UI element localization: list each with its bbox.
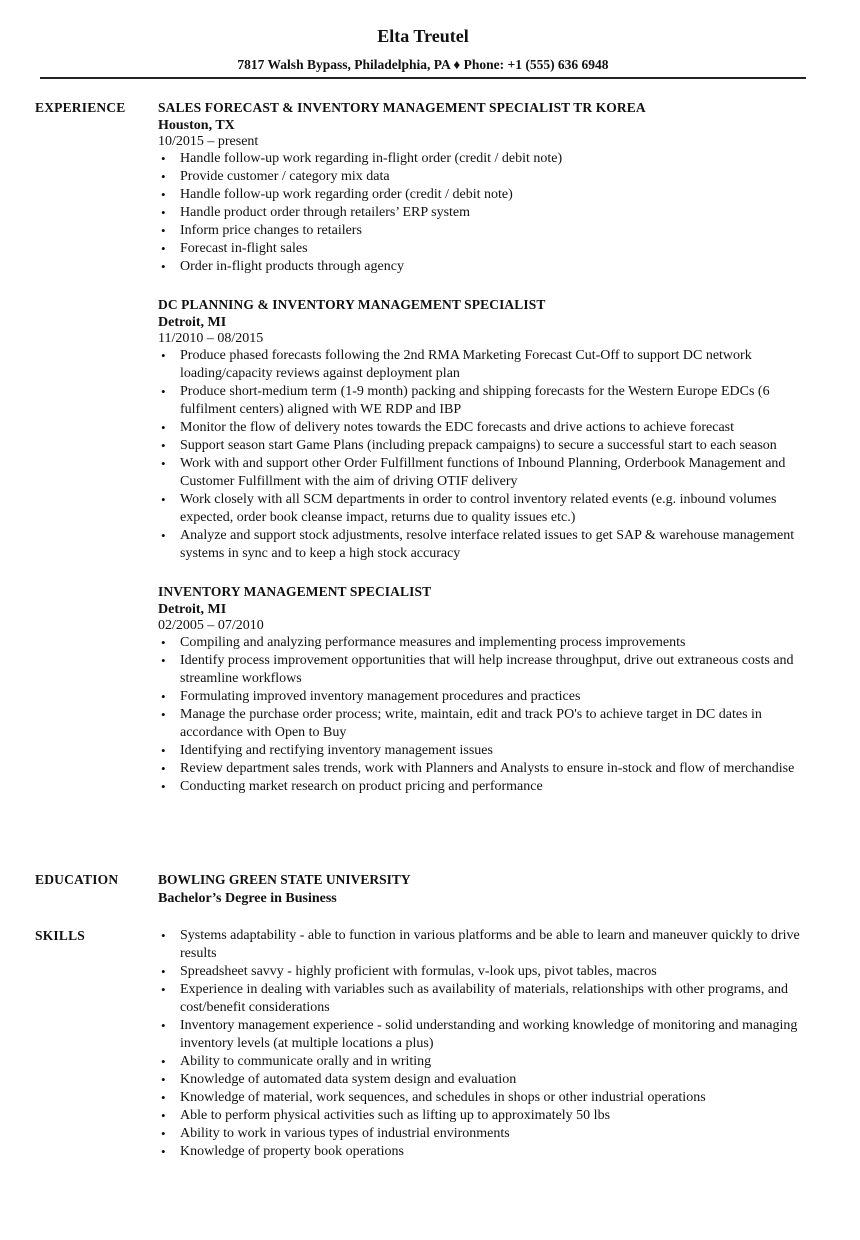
job-title: DC PLANNING & INVENTORY MANAGEMENT SPECIALIST bbox=[158, 297, 546, 312]
job-entry bbox=[158, 583, 810, 796]
job-location: Houston, TX bbox=[158, 118, 235, 133]
header-divider bbox=[40, 77, 806, 79]
job-entry bbox=[158, 99, 810, 276]
section-title-education: EDUCATION bbox=[35, 872, 119, 887]
list-item: • Handle product order through retailers’ ERP system bbox=[158, 204, 810, 222]
list-item: • Produce short-medium term (1-9 month) packing and shipping forecasts for the Western Europe EDCs (6 fulfilment centers) aligned with WE RDP and IBP bbox=[158, 383, 810, 419]
list-item: • Ability to communicate orally and in writing bbox=[158, 1053, 810, 1071]
list-item: • Handle follow-up work regarding in-flight order (credit / debit note) bbox=[158, 150, 810, 168]
list-item: • Able to perform physical activities such as lifting up to approximately 50 lbs bbox=[158, 1107, 810, 1125]
list-item: • Forecast in-flight sales bbox=[158, 240, 810, 258]
skills-list bbox=[158, 927, 810, 1161]
list-item: • Experience in dealing with variables such as availability of materials, relationships with other programs, and cost/benefit considerations bbox=[158, 981, 810, 1017]
list-item: • Review department sales trends, work with Planners and Analysts to ensure in-stock and flow of merchandise bbox=[158, 760, 810, 778]
section-title-skills: SKILLS bbox=[35, 928, 85, 943]
job-title: SALES FORECAST & INVENTORY MANAGEMENT SPECIALIST TR KOREA bbox=[158, 100, 646, 115]
list-item: • Support season start Game Plans (including prepack campaigns) to secure a successful start to each season bbox=[158, 437, 810, 455]
list-item: • Work with and support other Order Fulfillment functions of Inbound Planning, Orderbook Management and Customer Fulfillment with the aim of driving OTIF delivery bbox=[158, 455, 810, 491]
job-duties bbox=[158, 634, 810, 796]
list-item: • Knowledge of automated data system design and evaluation bbox=[158, 1071, 810, 1089]
list-item: • Inform price changes to retailers bbox=[158, 222, 810, 240]
list-item: • Work closely with all SCM departments in order to control inventory related events (e.g. inbound volumes expected, order book cleanse impact, returns due to quality issues etc.) bbox=[158, 491, 810, 527]
list-item: • Knowledge of material, work sequences, and schedules in shops or other industrial operations bbox=[158, 1089, 810, 1107]
list-item: • Analyze and support stock adjustments, resolve interface related issues to get SAP & warehouse management systems in sync and to keep a high stock accuracy bbox=[158, 527, 810, 563]
job-title: INVENTORY MANAGEMENT SPECIALIST bbox=[158, 584, 432, 599]
list-item: • Formulating improved inventory management procedures and practices bbox=[158, 688, 810, 706]
list-item: • Produce phased forecasts following the 2nd RMA Marketing Forecast Cut-Off to support DC network loading/capacity reviews against deployment plan bbox=[158, 347, 810, 383]
list-item: • Identify process improvement opportunities that will help increase throughput, drive out extraneous costs and streamline workflows bbox=[158, 652, 810, 688]
section-title-experience: EXPERIENCE bbox=[35, 100, 126, 115]
list-item: • Ability to work in various types of industrial environments bbox=[158, 1125, 810, 1143]
skills-bullets bbox=[158, 927, 810, 1161]
contact-info: 7817 Walsh Bypass, Philadelphia, PA ♦ Phone: +1 (555) 636 6948 bbox=[237, 57, 609, 72]
list-item: • Manage the purchase order process; write, maintain, edit and track PO's to achieve target in DC dates in accordance with Open to Buy bbox=[158, 706, 810, 742]
list-item: • Knowledge of property book operations bbox=[158, 1143, 810, 1161]
school-name: BOWLING GREEN STATE UNIVERSITY bbox=[158, 872, 411, 887]
list-item: • Inventory management experience - solid understanding and working knowledge of monitoring and managing inventory levels (at multiple locations a plus) bbox=[158, 1017, 810, 1053]
candidate-name: Elta Treutel bbox=[377, 26, 469, 46]
list-item: • Order in-flight products through agency bbox=[158, 258, 810, 276]
list-item: • Conducting market research on product pricing and performance bbox=[158, 778, 810, 796]
job-dates: 11/2010 – 08/2015 bbox=[158, 331, 264, 346]
list-item: • Handle follow-up work regarding order (credit / debit note) bbox=[158, 186, 810, 204]
job-dates: 02/2005 – 07/2010 bbox=[158, 618, 264, 633]
list-item: • Spreadsheet savvy - highly proficient with formulas, v-look ups, pivot tables, macros bbox=[158, 963, 810, 981]
degree: Bachelor’s Degree in Business bbox=[158, 891, 337, 906]
list-item: • Compiling and analyzing performance measures and implementing process improvements bbox=[158, 634, 810, 652]
list-item: • Identifying and rectifying inventory management issues bbox=[158, 742, 810, 760]
list-item: • Monitor the flow of delivery notes towards the EDC forecasts and drive actions to achieve forecast bbox=[158, 419, 810, 437]
job-dates: 10/2015 – present bbox=[158, 134, 259, 149]
experience-list bbox=[158, 99, 810, 816]
job-location: Detroit, MI bbox=[158, 602, 227, 617]
resume-header bbox=[40, 24, 806, 73]
list-item: • Systems adaptability - able to function in various platforms and be able to learn and maneuver quickly to drive results bbox=[158, 927, 810, 963]
job-entry bbox=[158, 296, 810, 563]
job-location: Detroit, MI bbox=[158, 315, 227, 330]
job-duties bbox=[158, 347, 810, 563]
job-duties bbox=[158, 150, 810, 276]
education-entry bbox=[158, 871, 810, 909]
list-item: • Provide customer / category mix data bbox=[158, 168, 810, 186]
